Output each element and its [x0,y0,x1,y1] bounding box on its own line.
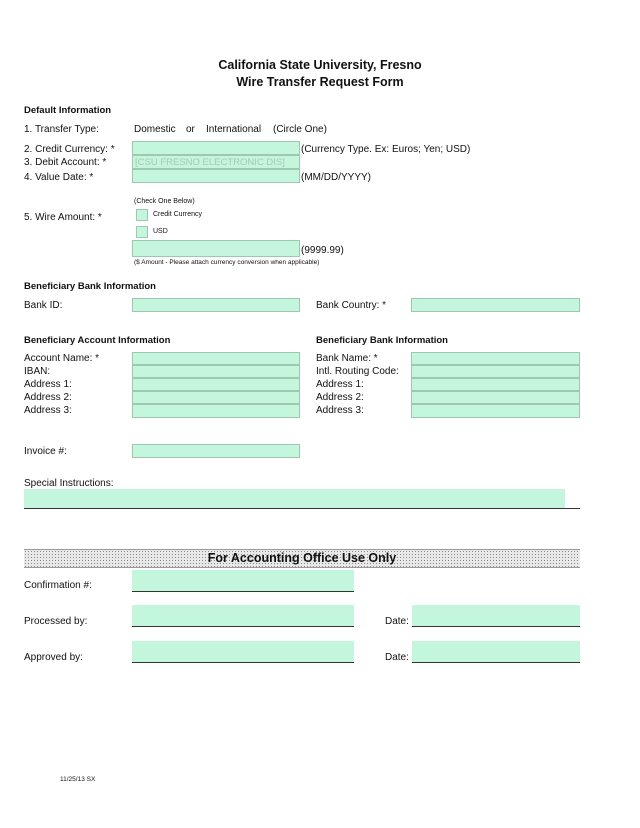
special-instructions-label: Special Instructions: [24,478,114,489]
confirmation-label: Confirmation #: [24,580,92,591]
account-address3-label: Address 3: [24,405,72,416]
processed-date-field[interactable] [412,605,580,627]
wire-amount-label: 5. Wire Amount: * [24,212,102,223]
check-one-hint: (Check One Below) [134,198,195,205]
routing-code-label: Intl. Routing Code: [316,366,399,377]
transfer-type-domestic[interactable]: Domestic [134,124,176,135]
approved-by-field[interactable] [132,641,354,663]
debit-account-label: 3. Debit Account: * [24,157,107,168]
account-address2-field[interactable] [132,391,300,404]
account-name-label: Account Name: * [24,353,100,364]
transfer-type-or: or [186,124,195,135]
bank-address1-label: Address 1: [316,379,364,390]
credit-currency-option-label: Credit Currency [153,211,203,218]
special-instructions-rule [565,508,580,509]
account-address2-label: Address 2: [24,392,72,403]
iban-field[interactable] [132,365,300,378]
bank-country-field[interactable] [411,298,580,312]
bank-id-field[interactable] [132,298,300,312]
account-address1-field[interactable] [132,378,300,391]
debit-account-field[interactable]: [CSU FRESNO ELECTRONIC DIS] [132,155,300,169]
value-date-label: 4. Value Date: * [24,172,94,183]
transfer-type-label: 1. Transfer Type: [24,124,99,135]
routing-code-field[interactable] [411,365,580,378]
bank-address1-field[interactable] [411,378,580,391]
beneficiary-bank-top-heading: Beneficiary Bank Information [24,281,156,292]
credit-currency-label: 2. Credit Currency: * [24,144,115,155]
bank-address2-label: Address 2: [316,392,364,403]
invoice-field[interactable] [132,444,300,458]
revision-note: 11/25/13 SX [60,776,96,783]
usd-checkbox[interactable] [136,226,148,238]
amount-note: ($ Amount - Please attach currency conversion when applicable) [134,259,320,266]
bank-address3-label: Address 3: [316,405,364,416]
processed-by-field[interactable] [132,605,354,627]
bank-country-label: Bank Country: * [316,300,387,311]
account-name-field[interactable] [132,352,300,365]
beneficiary-account-heading: Beneficiary Account Information [24,335,171,346]
account-address3-field[interactable] [132,404,300,418]
amount-format-hint: (9999.99) [301,245,344,256]
credit-currency-checkbox[interactable] [136,209,148,221]
bank-name-label: Bank Name: * [316,353,378,364]
bank-id-label: Bank ID: [24,300,63,311]
transfer-type-international[interactable]: International [206,124,262,135]
iban-label: IBAN: [24,366,51,377]
account-address1-label: Address 1: [24,379,72,390]
default-info-heading: Default Information [24,105,112,116]
processed-by-label: Processed by: [24,616,88,627]
confirmation-field[interactable] [132,570,354,592]
approved-date-field[interactable] [412,641,580,663]
value-date-hint: (MM/DD/YYYY) [301,172,371,183]
approved-date-label: Date: [385,652,409,663]
credit-currency-hint: (Currency Type. Ex: Euros; Yen; USD) [301,144,471,155]
usd-option-label: USD [153,228,168,235]
beneficiary-bank-heading: Beneficiary Bank Information [316,335,448,346]
bank-name-field[interactable] [411,352,580,365]
transfer-type-hint: (Circle One) [273,124,327,135]
special-instructions-field[interactable] [24,489,565,509]
credit-currency-field[interactable] [132,141,300,155]
value-date-field[interactable] [132,169,300,183]
accounting-banner-title: For Accounting Office Use Only [207,551,397,565]
processed-date-label: Date: [385,616,409,627]
approved-by-label: Approved by: [24,652,83,663]
bank-address3-field[interactable] [411,404,580,418]
bank-address2-field[interactable] [411,391,580,404]
form-title: Wire Transfer Request Form [236,75,404,89]
wire-amount-field[interactable] [132,240,300,257]
accounting-banner [24,549,580,568]
form-institution-title: California State University, Fresno [218,58,422,72]
invoice-label: Invoice #: [24,446,67,457]
